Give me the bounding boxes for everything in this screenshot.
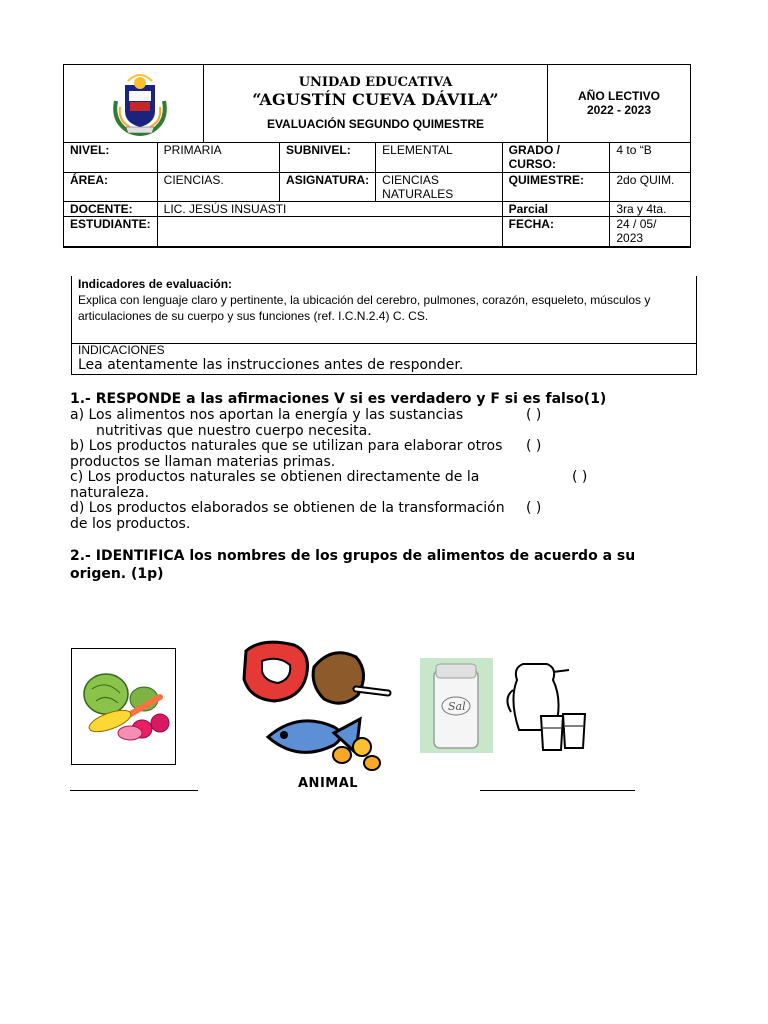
statement-d-line1: d) Los productos elaborados se obtienen de la transformación (70, 500, 505, 516)
school-name-line2: “AGUSTÍN CUEVA DÁVILA” (252, 90, 499, 109)
asignatura-value: CIENCIAS NATURALES (376, 173, 502, 202)
school-year-label: AÑO LECTIVO (577, 89, 660, 103)
answer-box-a[interactable]: ( ) (526, 407, 542, 423)
school-name-line1: UNIDAD EDUCATIVA (298, 75, 453, 90)
docente-value: LIC. JESÚS INSUASTI (157, 202, 502, 217)
svg-text:Sal: Sal (448, 700, 466, 713)
water-image (503, 650, 598, 752)
indicators-title: Indicadores de evaluación: (78, 277, 233, 291)
statement-b-line1: b) Los productos naturales que se utilizan para elaborar otros (70, 438, 503, 454)
docente-label: DOCENTE: (64, 202, 158, 217)
question2-title-line2: origen. (1p) (70, 566, 164, 582)
answer-box-b[interactable]: ( ) (526, 438, 542, 454)
statement-c-line1: c) Los productos naturales se obtienen directamente de la (70, 469, 480, 485)
vegetables-image (71, 648, 176, 765)
fecha-value: 24 / 05/ 2023 (610, 217, 691, 247)
school-crest-icon (110, 71, 170, 137)
grado-label: GRADO / CURSO: (502, 143, 610, 173)
fecha-label: FECHA: (502, 217, 610, 247)
indicators-divider (72, 343, 696, 344)
meat-chicken-fish-icon (238, 637, 410, 775)
area-value: CIENCIAS. (157, 173, 279, 202)
instructions-heading: INDICACIONES (78, 343, 165, 357)
exam-title: EVALUACIÓN SEGUNDO QUIMESTRE (266, 117, 485, 131)
caption-animal: ANIMAL (298, 776, 359, 791)
school-year-cell (547, 65, 690, 142)
answer-line-vegetables[interactable] (70, 790, 198, 791)
salt-image (420, 658, 493, 753)
indicators-text: Explica con lenguaje claro y pertinente, la ubicación del cerebro, pulmones, corazón, esqueleto, músculos y articulaciones de su cuerpo y sus funciones (ref. I.C.N.2.4) C. CS. (78, 293, 651, 323)
nivel-value: PRIMARIA (157, 143, 279, 173)
info-row-docente (64, 202, 691, 217)
school-title-cell (204, 65, 547, 142)
statement-c-line2: naturaleza. (70, 485, 150, 501)
info-table-bottom-rule (63, 246, 691, 248)
estudiante-field[interactable] (157, 217, 502, 247)
subnivel-label: SUBNIVEL: (280, 143, 376, 173)
info-row-area (64, 173, 691, 202)
salt-shaker-icon (420, 658, 493, 753)
parcial-value: 3ra y 4ta. (610, 202, 691, 217)
estudiante-label: ESTUDIANTE: (64, 217, 158, 247)
info-row-estudiante (64, 217, 691, 247)
water-jug-icon (503, 650, 598, 752)
answer-line-mineral[interactable] (480, 790, 635, 791)
question2-title-line1: 2.- IDENTIFICA los nombres de los grupos de alimentos de acuerdo a su (70, 548, 636, 564)
header-box (63, 64, 691, 143)
parcial-label: Parcial (502, 202, 610, 217)
info-row-nivel (64, 143, 691, 173)
grado-value: 4 to “B (610, 143, 691, 173)
answer-box-d[interactable]: ( ) (526, 500, 542, 516)
vegetables-icon (72, 649, 175, 764)
statement-b-line2: productos se llaman materias primas. (70, 454, 336, 470)
animal-foods-image (238, 637, 410, 775)
answer-box-c[interactable]: ( ) (572, 469, 588, 485)
statement-a-line2: nutritivas que nuestro cuerpo necesita. (96, 423, 372, 439)
asignatura-label: ASIGNATURA: (280, 173, 376, 202)
instructions-text: Lea atentamente las instrucciones antes de responder. (78, 357, 464, 373)
question1-title: 1.- RESPONDE a las afirmaciones V si es verdadero y F si es falso(1) (70, 391, 607, 407)
quimestre-label: QUIMESTRE: (502, 173, 610, 202)
nivel-label: NIVEL: (64, 143, 158, 173)
school-year-value: 2022 - 2023 (586, 103, 652, 117)
statement-a-line1: a) Los alimentos nos aportan la energía y las sustancias (70, 407, 464, 423)
statement-d-line2: de los productos. (70, 516, 191, 532)
area-label: ÁREA: (64, 173, 158, 202)
subnivel-value: ELEMENTAL (376, 143, 502, 173)
logo-cell (64, 65, 204, 142)
quimestre-value: 2do QUIM. (610, 173, 691, 202)
indicators-box (71, 276, 697, 375)
student-info-table (63, 142, 691, 247)
